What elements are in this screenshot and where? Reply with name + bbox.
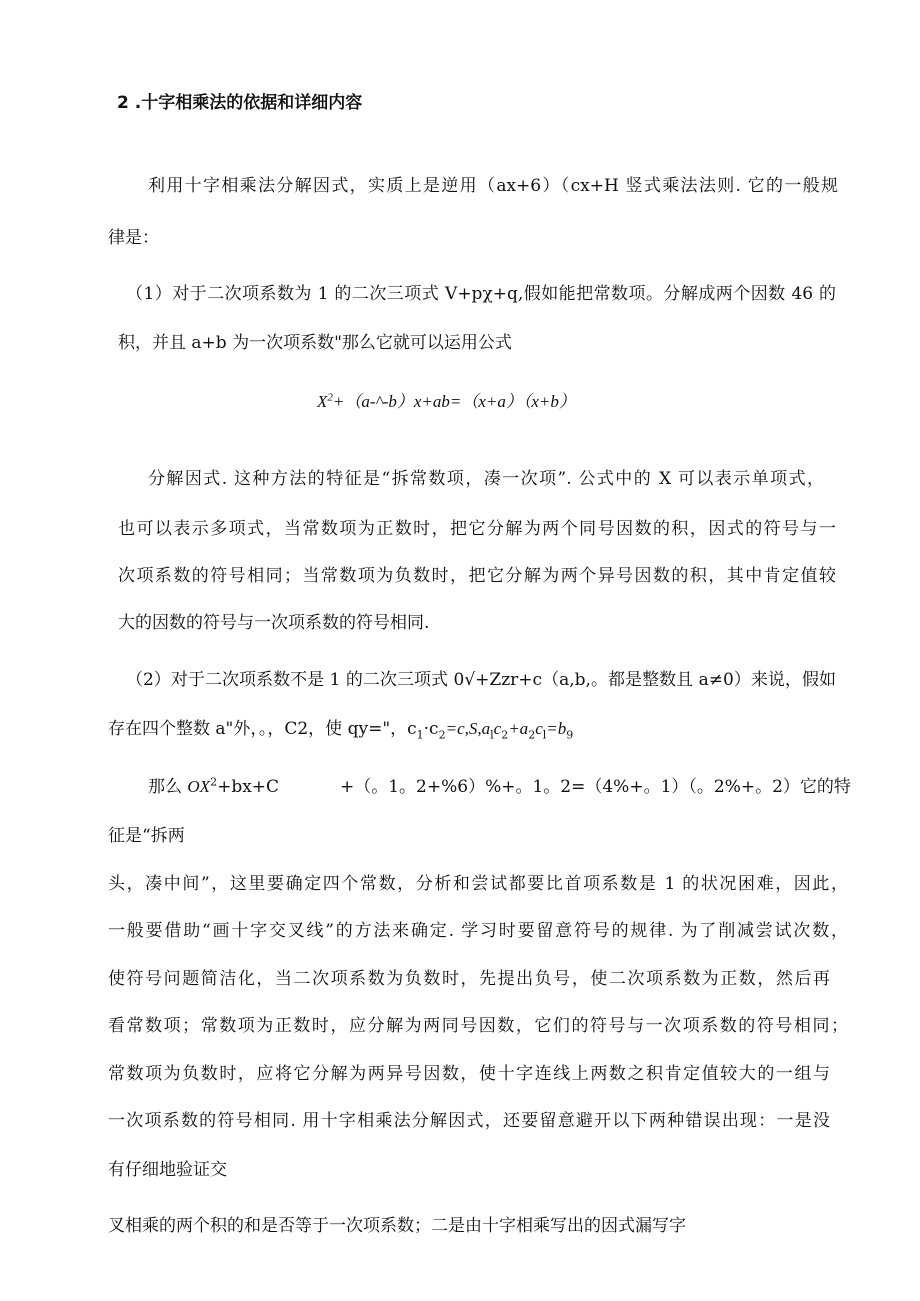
paragraph-5-line-4: 使符号问题简洁化，当二次项系数为负数时，先提出负号，使二次项系数为正数，然后再 xyxy=(108,969,830,989)
paragraph-5-line-7: 一次项系数的符号相同. 用十字相乘法分解因式，还要留意避开以下两种错误出现：一是没 xyxy=(108,1111,830,1131)
formula-general-case-end: +（。1。2+%6）%+。1。2=（4%+。1）（。2%+。2）它的特 xyxy=(340,777,851,797)
paragraph-3-line-1: 分解因式. 这种方法的特征是“拆常数项，凑一次项”. 公式中的 X 可以表示单项式， xyxy=(148,469,824,489)
paragraph-5-line-6: 常数项为负数时，应将它分解为两异号因数，使十字连线上两数之积肯定值较大的一组与 xyxy=(108,1064,830,1084)
paragraph-5-line-3: 一般要借助“画十字交叉线”的方法来确定. 学习时要留意符号的规律. 为了削减尝试次数， xyxy=(108,921,848,941)
paragraph-3-line-3: 次项系数的符号相同；当常数项为负数时，把它分解为两个异号因数的积，其中肯定值较 xyxy=(118,566,836,586)
section-heading: 2 .十字相乘法的依据和详细内容 xyxy=(117,93,363,113)
paragraph-5-line-2: 头，凑中间”，这里要确定四个常数，分析和尝试都要比首项系数是 1 的状况困难，因此， xyxy=(108,874,848,894)
paragraph-4-line-1: （2）对于二次项系数不是 1 的二次三项式 0√+Zzr+c（a,b,。都是整数且 a≠0）来说，假如 xyxy=(126,670,836,690)
paragraph-1-line-1: 利用十字相乘法分解因式，实质上是逆用（ax+6）（cx+H 竖式乘法法则. 它的一般规 xyxy=(148,176,838,196)
paragraph-5-line-8: 有仔细地验证交 xyxy=(108,1160,227,1180)
paragraph-1-line-2: 律是： xyxy=(108,228,159,248)
paragraph-3-line-4: 大的因数的符号与一次项系数的符号相同. xyxy=(118,613,430,633)
paragraph-4-line-2: 存在四个整数 a"外，。，C2，使 qy="，$c_1\cdot c_2=c,S,a_lc_2+a_2c_l=b_9$ xyxy=(108,719,574,742)
paragraph-5-line-1: 征是“拆两 xyxy=(108,826,185,846)
paragraph-2-line-1: （1）对于二次项系数为 1 的二次三项式 V+pχ+q,假如能把常数项。分解成两个因数 46 的 xyxy=(126,284,836,304)
paragraph-5-line-5: 看常数项；常数项为正数时，应分解为两同号因数，它们的符号与一次项系数的符号相同； xyxy=(108,1016,848,1036)
formula-cross-multiplication: $X^2+(a-\^{}-b)x+ab=(x+a)(x+b)$ xyxy=(317,391,576,411)
paragraph-5-line-9: 叉相乘的两个积的和是否等于一次项系数；二是由十字相乘写出的因式漏写字 xyxy=(108,1216,686,1236)
formula-general-case-start: 那么 $OX^2+bx+C$ xyxy=(148,775,280,797)
paragraph-2-line-2: 积，并且 a+b 为一次项系数"那么它就可以运用公式 xyxy=(118,333,512,353)
paragraph-3-line-2: 也可以表示多项式，当常数项为正数时，把它分解为两个同号因数的积，因式的符号与一 xyxy=(118,519,836,539)
